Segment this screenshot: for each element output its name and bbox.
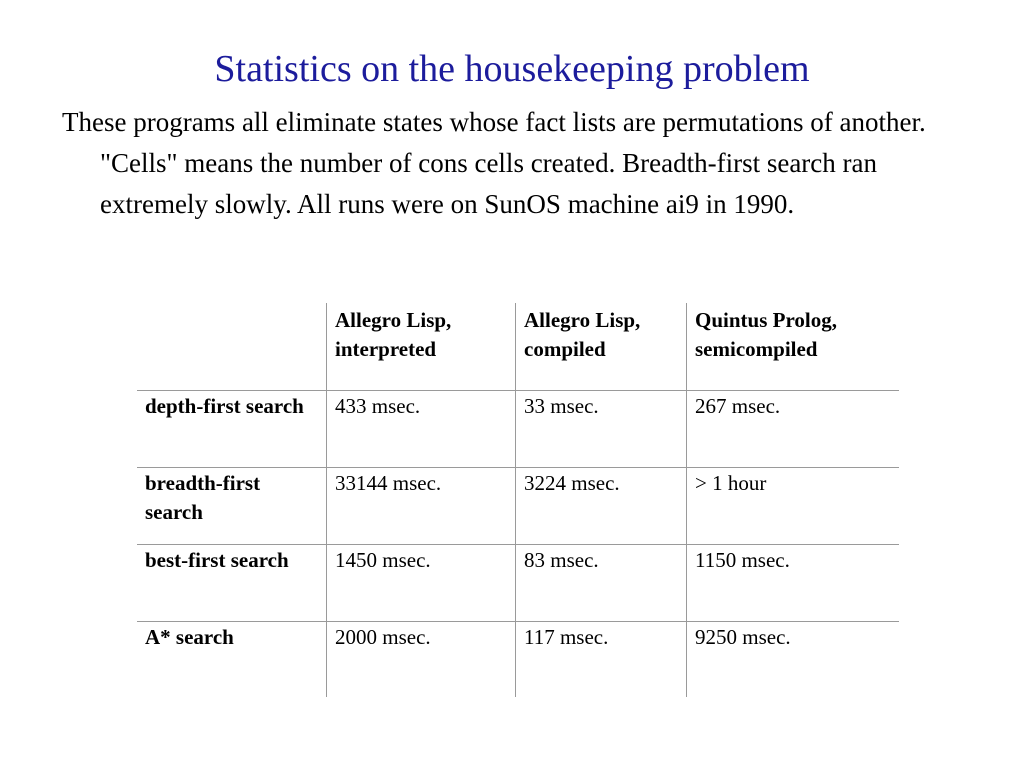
- header-cell-allegro-compiled: Allegro Lisp, compiled: [516, 303, 687, 391]
- header-cell-quintus-prolog: Quintus Prolog, semicompiled: [687, 303, 900, 391]
- header-row: [137, 303, 899, 391]
- row-label: breadth-first search: [137, 468, 327, 545]
- table-cell: 33144 msec.: [327, 468, 516, 545]
- header-cell-empty: [137, 303, 327, 391]
- table-cell: 1150 msec.: [687, 545, 900, 622]
- statistics-table: [137, 303, 899, 697]
- table-cell: 433 msec.: [327, 391, 516, 468]
- table-row: [137, 622, 899, 698]
- slide-title: Statistics on the housekeeping problem: [214, 48, 810, 90]
- table-body: [137, 391, 899, 698]
- table-cell: 83 msec.: [516, 545, 687, 622]
- table-cell: 33 msec.: [516, 391, 687, 468]
- table-cell: 117 msec.: [516, 622, 687, 698]
- table-cell: 1450 msec.: [327, 545, 516, 622]
- table-row: [137, 468, 899, 545]
- table-cell: 2000 msec.: [327, 622, 516, 698]
- table-row: [137, 391, 899, 468]
- table-cell: 3224 msec.: [516, 468, 687, 545]
- table-cell: 9250 msec.: [695, 625, 791, 649]
- table-cell: > 1 hour: [687, 468, 900, 545]
- row-label: depth-first search: [137, 391, 327, 468]
- table-header: [137, 303, 899, 391]
- row-label: A* search: [137, 622, 327, 698]
- table-row: [137, 545, 899, 622]
- slide-body-text: These programs all eliminate states whose fact lists are permutations of another. "Cells" means the number of cons cells created. Breadth-first search ran extremely slowly. All runs were on SunOS machine ai9 in 1990.: [62, 107, 926, 219]
- row-label: best-first search: [137, 545, 327, 622]
- table-cell: 267 msec.: [687, 391, 900, 468]
- header-cell-allegro-interpreted: Allegro Lisp, interpreted: [327, 303, 516, 391]
